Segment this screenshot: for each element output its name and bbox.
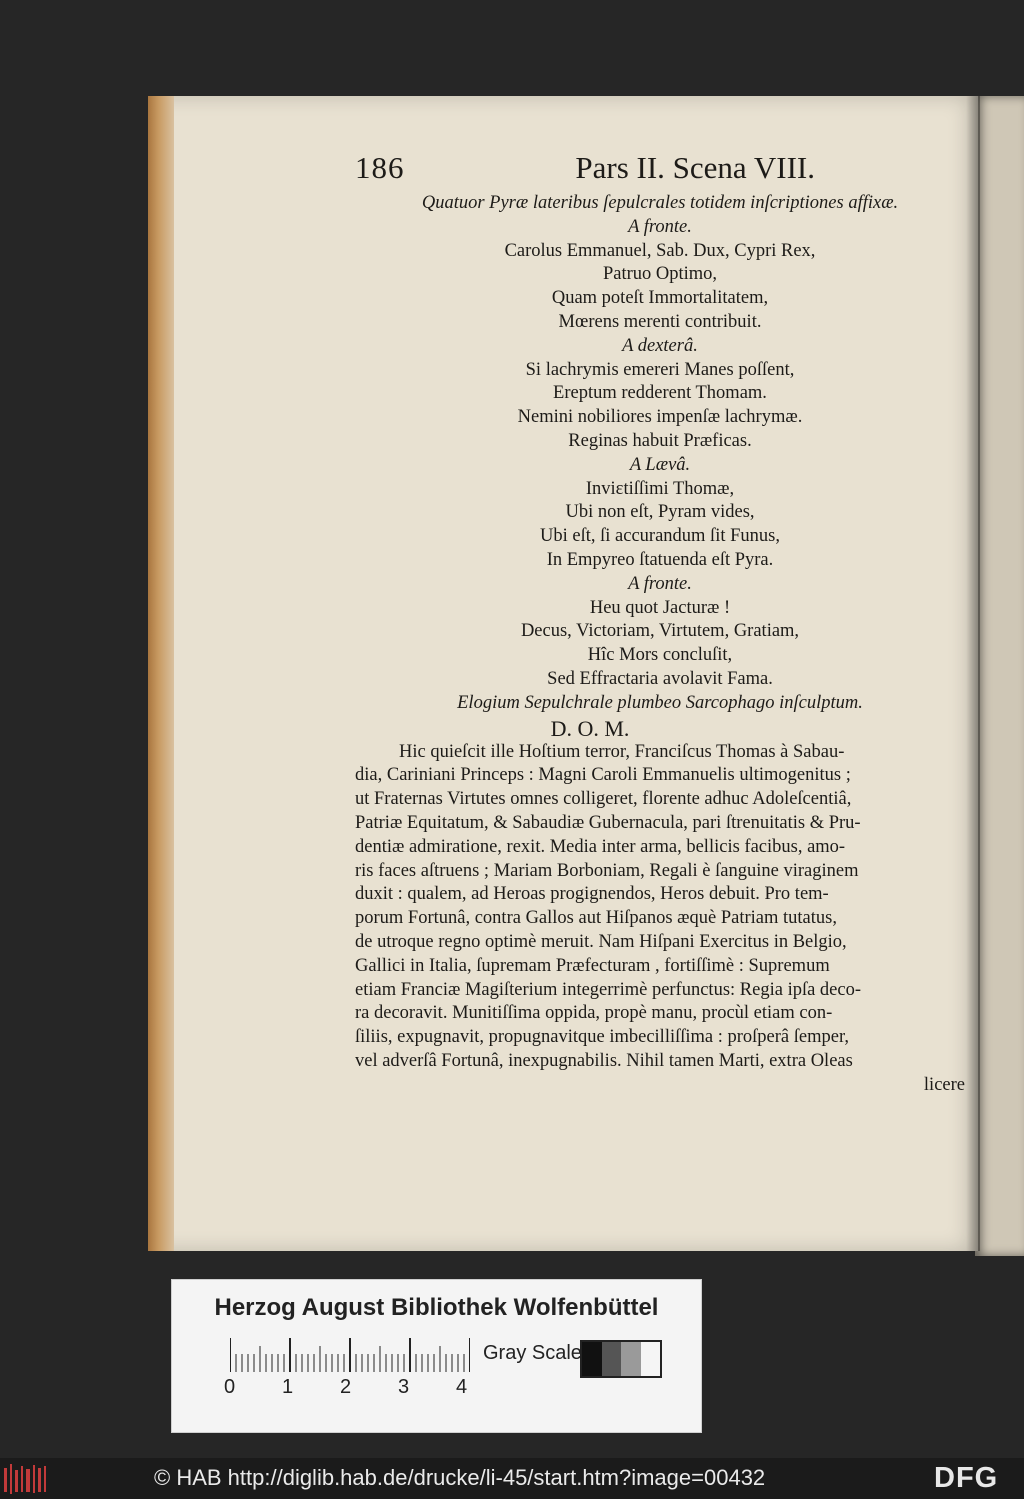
paragraph-line: ſiliis, expugnavit, propugnavitque imbecilliſſima : proſperâ ſemper, xyxy=(355,1027,850,1048)
ruler-number: 3 xyxy=(398,1376,410,1398)
inscription-line: Ereptum redderent Thomam. xyxy=(553,383,767,404)
paragraph-line: etiam Franciæ Magiſterium integerrimè perfunctus: Regia ipſa deco- xyxy=(355,979,862,1000)
copyright-url[interactable]: © HAB http://diglib.hab.de/drucke/li-45/start.htm?image=00432 xyxy=(154,1465,766,1490)
paragraph-line: duxit : qualem, ad Heroas progignendos, Heros debuit. Pro tem- xyxy=(355,884,829,905)
inscription-line: Mœrens merenti contribuit. xyxy=(558,311,762,332)
paragraph-line: ris faces aſtruens ; Mariam Borboniam, Regali è ſanguine viraginem xyxy=(355,860,859,881)
page-fore-edge xyxy=(148,96,174,1251)
paragraph-line: dentiæ admiratione, rexit. Media inter arma, bellicis facibus, amo- xyxy=(355,836,846,857)
paragraph-line: de utroque regno optimè meruit. Nam Hiſpani Exercitus in Belgio, xyxy=(355,931,847,952)
institution-name: Herzog August Bibliothek Wolfenbüttel xyxy=(214,1294,659,1321)
inscription-line: A fronte. xyxy=(628,573,692,594)
ruler-icon xyxy=(230,1336,470,1374)
inscription-line: Si lachrymis emereri Manes poſſent, xyxy=(525,359,795,380)
inscription-line: Patruo Optimo, xyxy=(602,264,718,285)
gray-scale-swatch xyxy=(580,1340,662,1378)
inscription-line: Quam poteſt Immortalitatem, xyxy=(551,288,769,309)
running-title: Pars II. Scena VIII. xyxy=(575,150,815,185)
gray-swatch-cell xyxy=(602,1342,622,1376)
dom-heading: D. O. M. xyxy=(550,715,630,741)
dfg-logo[interactable]: DFG xyxy=(934,1462,999,1494)
inscription-line: Heu quot Jacturæ ! xyxy=(589,597,731,618)
page-header xyxy=(355,150,965,192)
gray-scale-label: Gray Scale xyxy=(483,1342,582,1364)
inscription-line: Reginas habuit Præficas. xyxy=(568,430,752,451)
elogium-paragraph xyxy=(355,741,965,1074)
inscription-line: Decus, Victoriam, Virtutem, Gratiam, xyxy=(520,621,800,642)
inscription-line: In Empyreo ſtatuenda eſt Pyra. xyxy=(546,549,774,570)
page-gutter-shadow xyxy=(966,96,980,1251)
paragraph-line: ra decoravit. Munitiſſima oppida, propè manu, procùl etiam con- xyxy=(355,1003,833,1024)
inscription-line: Sed Effractaria avolavit Fama. xyxy=(547,668,773,689)
paragraph-line: vel adverſâ Fortunâ, inexpugnabilis. Nihil tamen Marti, extra Oleas xyxy=(355,1050,853,1071)
ruler-number: 0 xyxy=(224,1376,236,1398)
inscription-line: A dexterâ. xyxy=(622,335,698,356)
gray-swatch-cell xyxy=(641,1342,661,1376)
inscription-line: A fronte. xyxy=(628,216,692,237)
ruler-number: 4 xyxy=(456,1376,468,1398)
paragraph-line: Patriæ Equitatum, & Sabaudiæ Gubernacula, pari ſtrenuitatis & Pru- xyxy=(355,812,861,833)
viewer-footer xyxy=(0,1458,1024,1499)
inscription-lines xyxy=(355,192,965,716)
page-text xyxy=(355,150,965,1097)
library-color-card xyxy=(171,1279,702,1433)
inscription-line: Elogium Sepulchrale plumbeo Sarcophago inſculptum. xyxy=(457,692,863,713)
facing-page-edge xyxy=(975,96,1024,1256)
gray-swatch-cell xyxy=(582,1342,602,1376)
hab-barcode-icon xyxy=(4,1464,48,1494)
inscription-line: Nemini nobiliores impenſæ lachrymæ. xyxy=(517,407,803,428)
inscription-line: A Lævâ. xyxy=(629,454,691,475)
inscription-line: Carolus Emmanuel, Sab. Dux, Cypri Rex, xyxy=(504,240,816,261)
paragraph-line: porum Fortunâ, contra Gallos aut Hiſpanos æquè Patriam tutatus, xyxy=(355,908,837,929)
inscription-line: Inviɛtiſſimi Thomæ, xyxy=(585,478,735,499)
inscription-line: Quatuor Pyræ lateribus ſepulcrales totidem inſcriptiones affixæ. xyxy=(421,193,899,213)
ruler-number: 2 xyxy=(340,1376,352,1398)
page-number: 186 xyxy=(355,150,405,185)
inscription-line: Ubi non eſt, Pyram vides, xyxy=(565,502,755,523)
gray-swatch-cell xyxy=(621,1342,641,1376)
paragraph-line: ut Fraternas Virtutes omnes colligeret, florente adhuc Adoleſcentiâ, xyxy=(355,789,852,810)
inscription-line: Hîc Mors concluſit, xyxy=(587,645,733,666)
paragraph-line: dia, Cariniani Princeps : Magni Caroli Emmanuelis ultimogenitus ; xyxy=(355,765,851,786)
paragraph-line: Hic quieſcit ille Hoſtium terror, Franciſcus Thomas à Sabau- xyxy=(399,741,845,762)
inscription-line: Ubi eſt, ſi accurandum ſit Funus, xyxy=(540,526,780,547)
catchword: licere xyxy=(923,1074,965,1095)
ruler-number: 1 xyxy=(282,1376,294,1398)
paragraph-line: Gallici in Italia, ſupremam Præfecturam , fortiſſimè : Supremum xyxy=(355,955,830,976)
